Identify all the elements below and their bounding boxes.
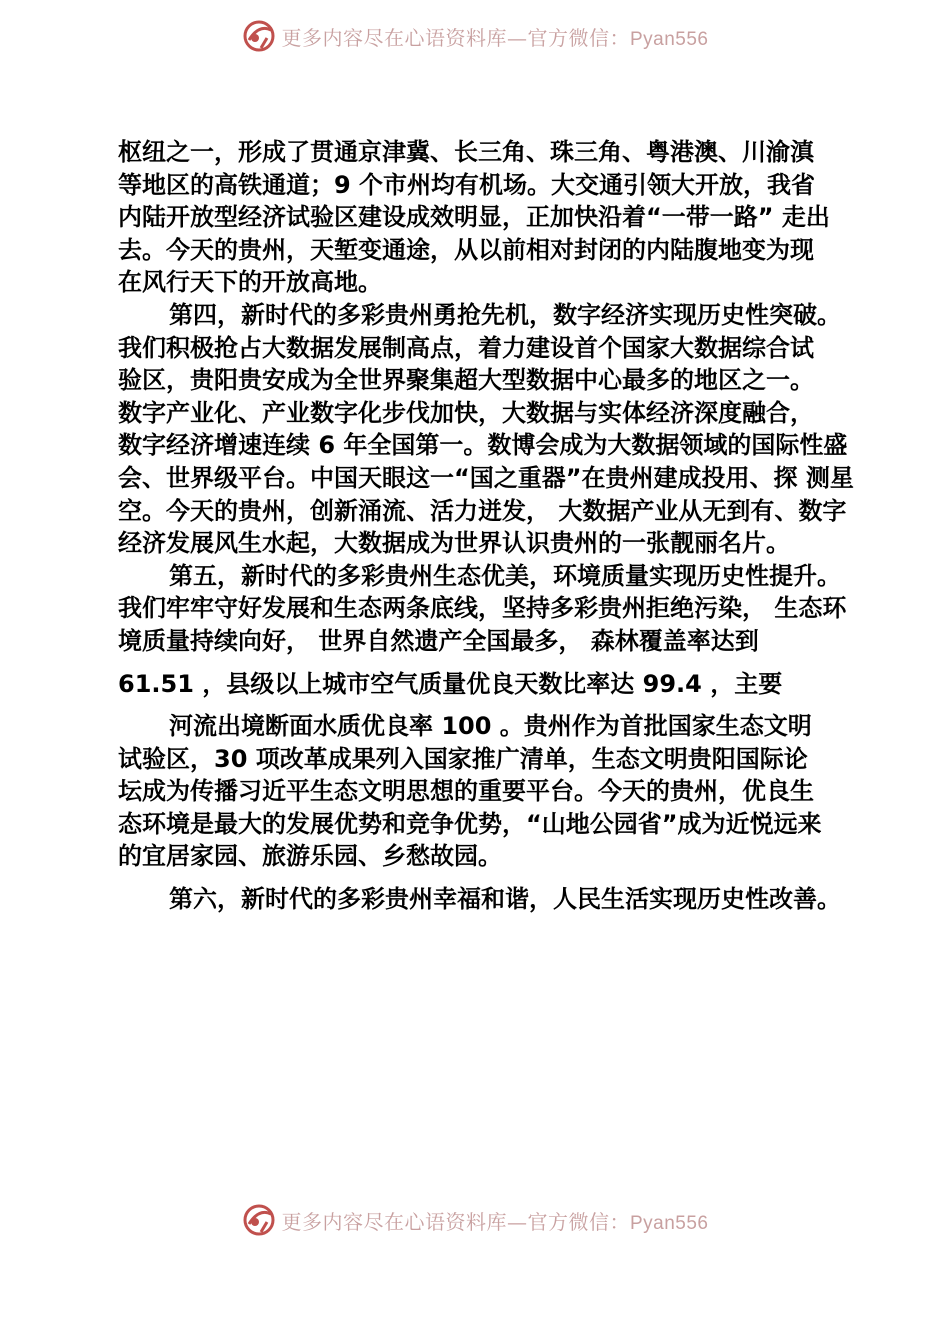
- document-body: [118, 136, 898, 916]
- text-line: 河流出境断面水质优良率 100 。贵州作为首批国家生态文明: [169, 712, 812, 741]
- footer-banner-handle: Pyan556: [629, 1212, 709, 1234]
- paragraph-heading-fifth: 第五，新时代的多彩贵州生态优美，环境质量实现历史性提升。: [169, 561, 841, 590]
- text-line: 验区，贵阳贵安成为全世界聚集超大型数据中心最多的地区之一。: [118, 366, 814, 395]
- text-line: 会、世界级平台。中国天眼这一“国之重器”在贵州建成投用、探 测星: [118, 463, 854, 492]
- header-banner-handle: Pyan556: [629, 28, 709, 50]
- text-line: 境质量持续向好， 世界自然遗产全国最多， 森林覆盖率达到: [118, 626, 759, 655]
- brand-logo-icon: [241, 1202, 277, 1238]
- text-line: 的宜居家园、旅游乐园、乡愁故园。: [118, 842, 502, 871]
- paragraph-heading-sixth: 第六，新时代的多彩贵州幸福和谐，人民生活实现历史性改善。: [169, 885, 841, 914]
- text-line: 经济发展风生水起，大数据成为世界认识贵州的一张靓丽名片。: [118, 529, 790, 558]
- text-line: 坛成为传播习近平生态文明思想的重要平台。今天的贵州，优良生: [118, 777, 814, 806]
- brand-logo-icon: [241, 18, 277, 54]
- paragraph-heading-fourth: 第四，新时代的多彩贵州勇抢先机，数字经济实现历史性突破。: [169, 300, 841, 329]
- footer-banner: [0, 1200, 950, 1240]
- text-line: 去。今天的贵州，天堑变通途，从以前相对封闭的内陆腹地变为现: [118, 235, 814, 264]
- text-line: 我们牢牢守好发展和生态两条底线，坚持多彩贵州拒绝污染， 生态环: [118, 594, 847, 623]
- text-line: 试验区，30 项改革成果列入国家推广清单，生态文明贵阳国际论: [118, 744, 808, 773]
- text-line: 枢纽之一，形成了贯通京津冀、长三角、珠三角、粤港澳、川渝滇: [118, 138, 814, 166]
- text-line: 我们积极抢占大数据发展制高点，着力建设首个国家大数据综合试: [118, 333, 814, 362]
- footer-banner-text: 更多内容尽在心语资料库—官方微信：: [281, 1209, 630, 1234]
- text-line: 内陆开放型经济试验区建设成效明显，正加快沿着“一带一路” 走出: [118, 203, 830, 232]
- text-line: 61.51 ，县级以上城市空气质量优良天数比率达 99.4 ，主要: [118, 669, 783, 698]
- text-line: 在风行天下的开放高地。: [118, 268, 382, 297]
- text-line: 数字经济增速连续 6 年全国第一。数博会成为大数据领域的国际性盛: [118, 431, 848, 460]
- header-banner: [0, 16, 950, 56]
- text-line: 等地区的高铁通道；9 个市州均有机场。大交通引领大开放，我省: [118, 170, 816, 199]
- text-line: 态环境是最大的发展优势和竞争优势，“山地公园省”成为近悦远来: [118, 809, 822, 838]
- text-line: 数字产业化、产业数字化步伐加快，大数据与实体经济深度融合，: [118, 398, 814, 427]
- text-line: 空。今天的贵州，创新涌流、活力迸发， 大数据产业从无到有、数字: [118, 496, 847, 525]
- header-banner-text: 更多内容尽在心语资料库—官方微信：: [281, 25, 630, 50]
